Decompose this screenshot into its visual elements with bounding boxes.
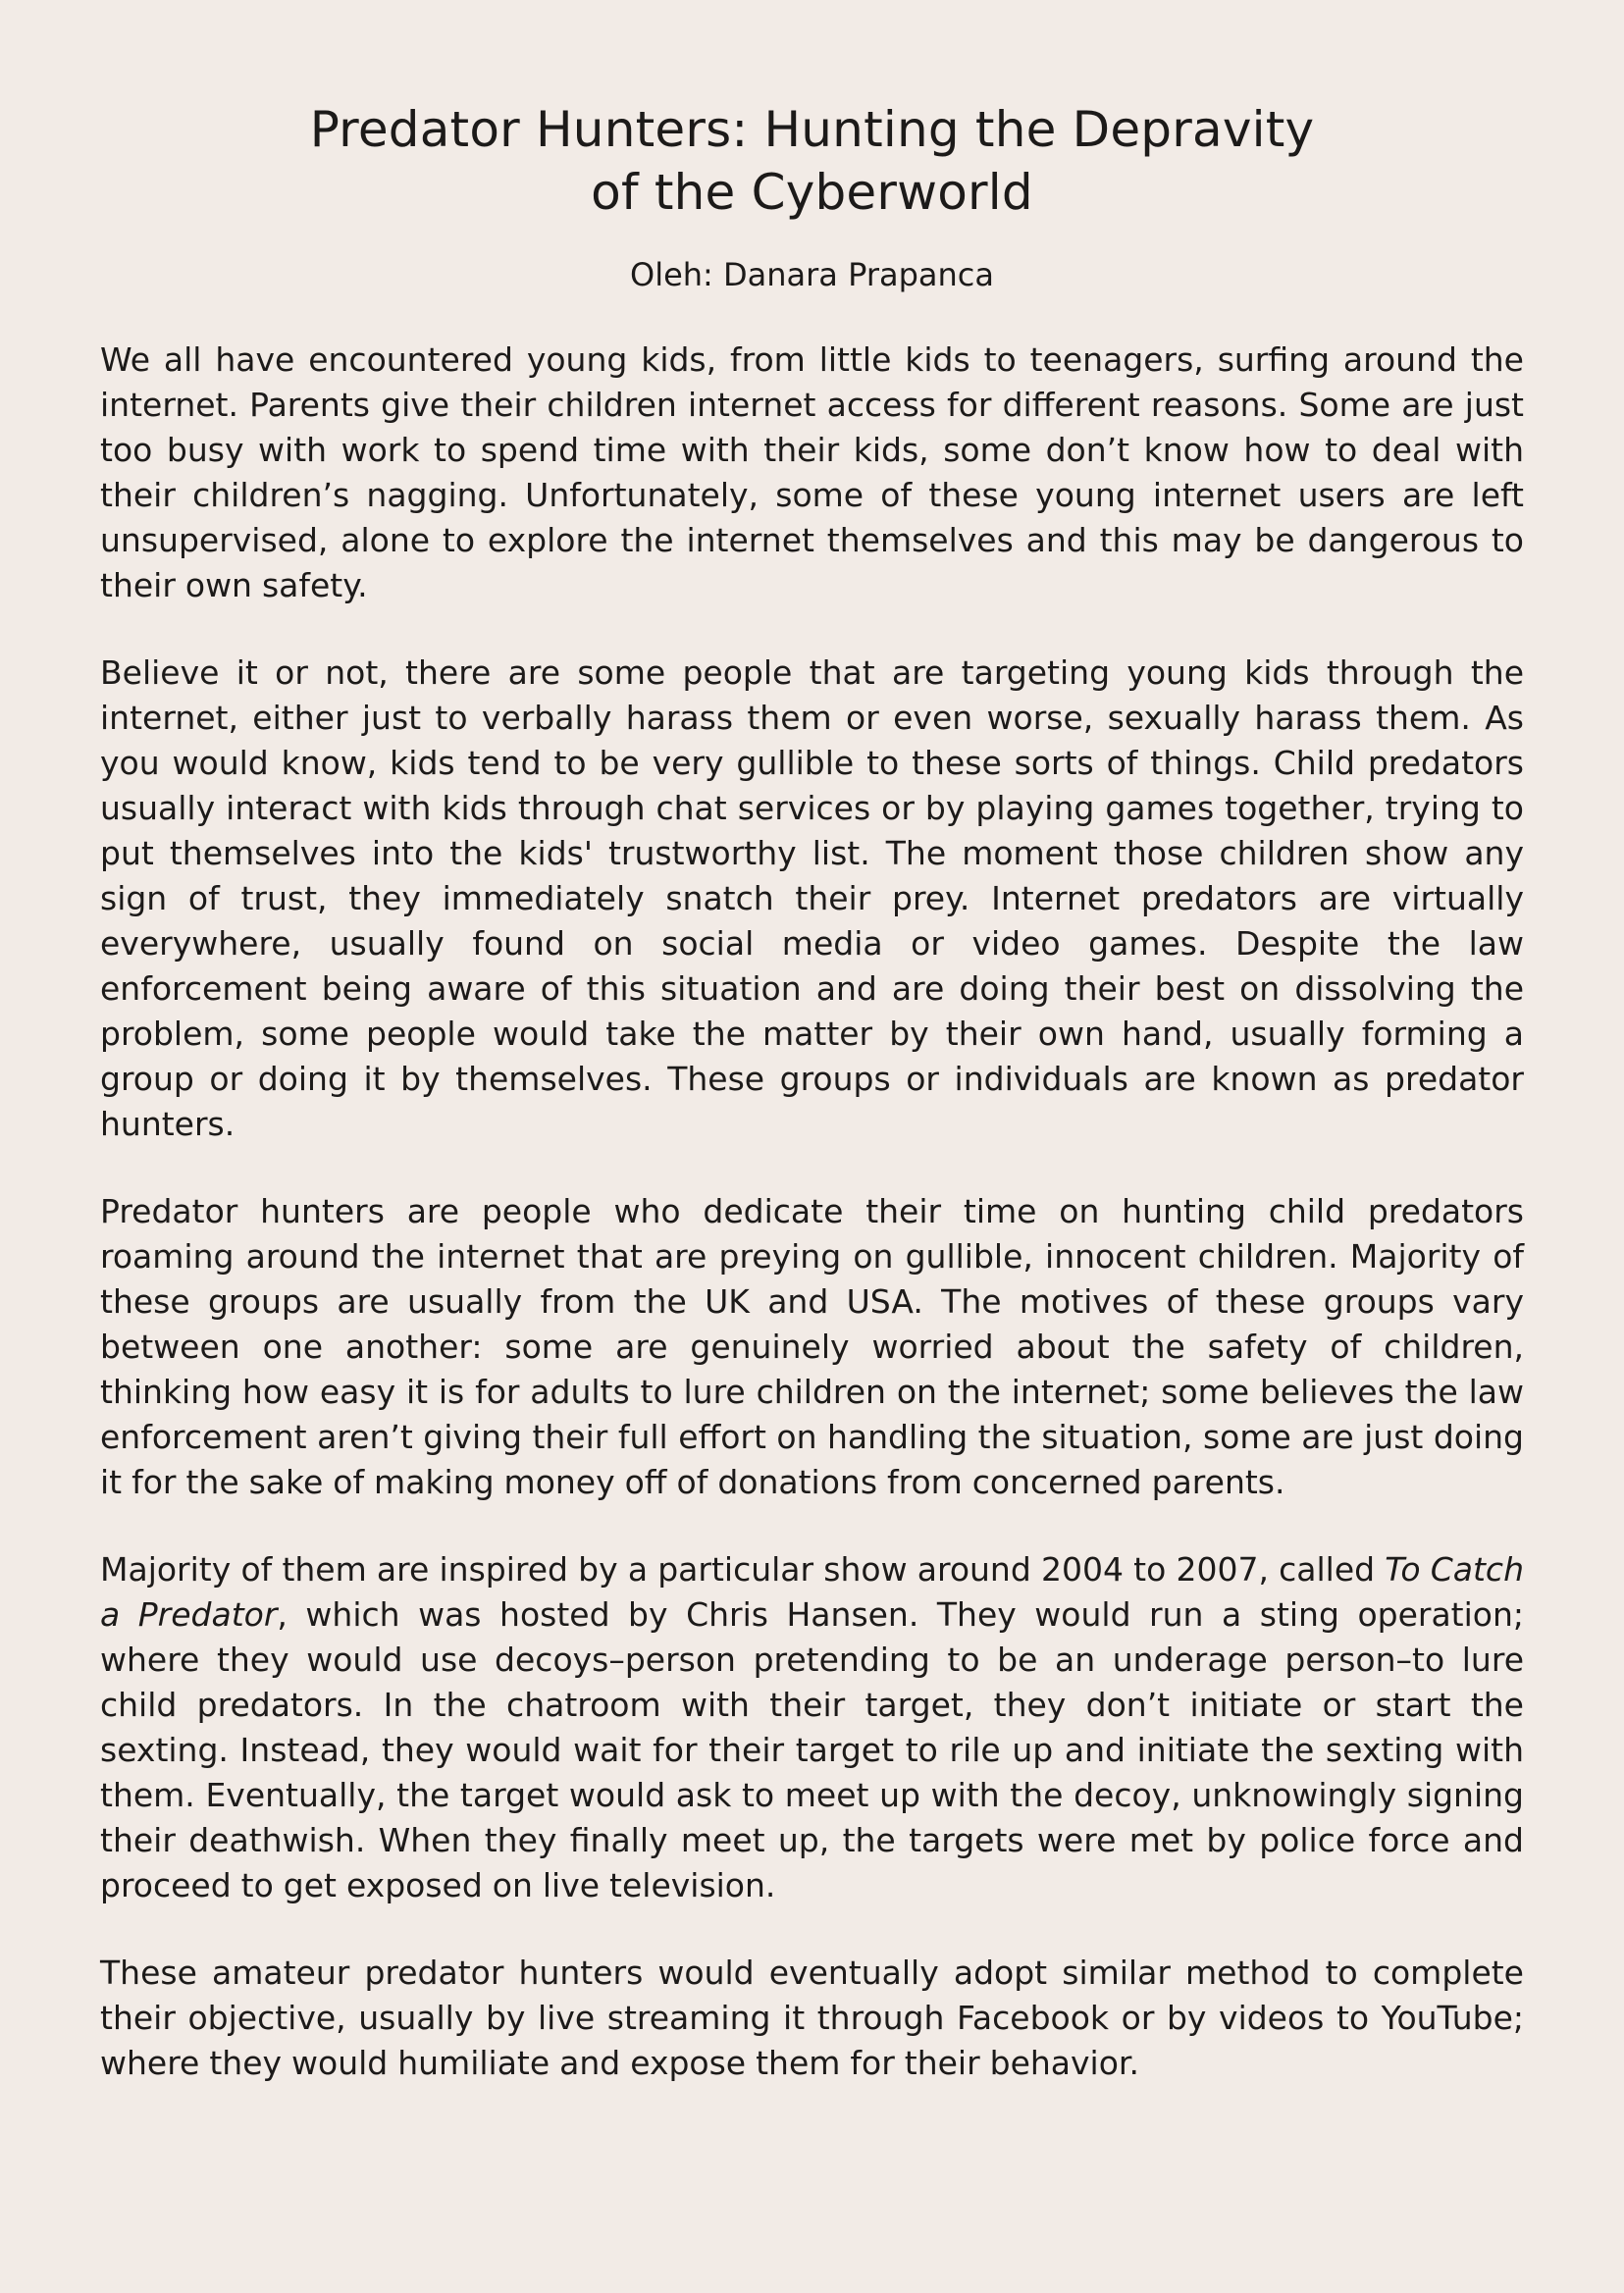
article-title-line-1: Predator Hunters: Hunting the Depravity	[309, 101, 1315, 158]
paragraph-2: Believe it or not, there are some people that are targeting young kids through the internet, either just to verbally harass them or even worse, sexually harass them. As you would know, kids tend to be very gullible to these sorts of things. Child predators usually interact with kids through chat services or by playing games together, trying to put themselves into the kids' trustworthy list. The moment those children show any sign of trust, they immediately snatch their prey. Internet predators are virtually everywhere, usually found on social media or video games. Despite the law enforcement being aware of this situation and are doing their best on dissolving the problem, some people would take the matter by their own hand, usually forming a group or doing it by themselves. These groups or individuals are known as predator hunters.	[100, 653, 1524, 1143]
paragraph-1: We all have encountered young kids, from little kids to teenagers, surfing around the internet. Parents give their children internet access for different reasons. Some are just too busy with work to spend time with their kids, some don’t know how to deal with their children’s nagging. Unfortunately, some of these young internet users are left unsupervised, alone to explore the internet themselves and this may be dangerous to their own safety.	[100, 340, 1524, 604]
paragraph-3: Predator hunters are people who dedicate their time on hunting child predators roaming around the internet that are preying on gullible, innocent children. Majority of these groups are usually from the UK and USA. The motives of these groups vary between one another: some are genuinely worried about the safety of children, thinking how easy it is for adults to lure children on the internet; some believes the law enforcement aren’t giving their full effort on handling the situation, some are just doing it for the sake of making money off of donations from concerned parents.	[100, 1192, 1524, 1501]
article-title-line-2: of the Cyberworld	[591, 164, 1033, 221]
paragraph-4	[100, 1547, 1524, 1908]
author-byline: Oleh: Danara Prapanca	[630, 256, 994, 293]
paragraph-4-rest: , which was hosted by Chris Hansen. They would run a sting operation; where they would use decoys–person pretending to be an underage person–to lure child predators. In the chatroom with their target, they don’t initiate or start the sexting. Instead, they would wait for their target to rile up and initiate the sexting with them. Eventually, the target would ask to meet up with the decoy, unknowingly signing their deathwish. When they finally meet up, the targets were met by police force and proceed to get exposed on live television.	[100, 1595, 1525, 1904]
paragraph-5: These amateur predator hunters would eventually adopt similar method to complete their objective, usually by live streaming it through Facebook or by videos to YouTube; where they would humiliate and expose them for their behavior.	[100, 1954, 1524, 2082]
paragraph-4-intro: Majority of them are inspired by a particular show around 2004 to 2007, called	[100, 1550, 1386, 1589]
article-body	[100, 338, 1524, 2086]
article-title	[100, 98, 1524, 224]
show-title: To Catch a Predator	[100, 1550, 1524, 1634]
